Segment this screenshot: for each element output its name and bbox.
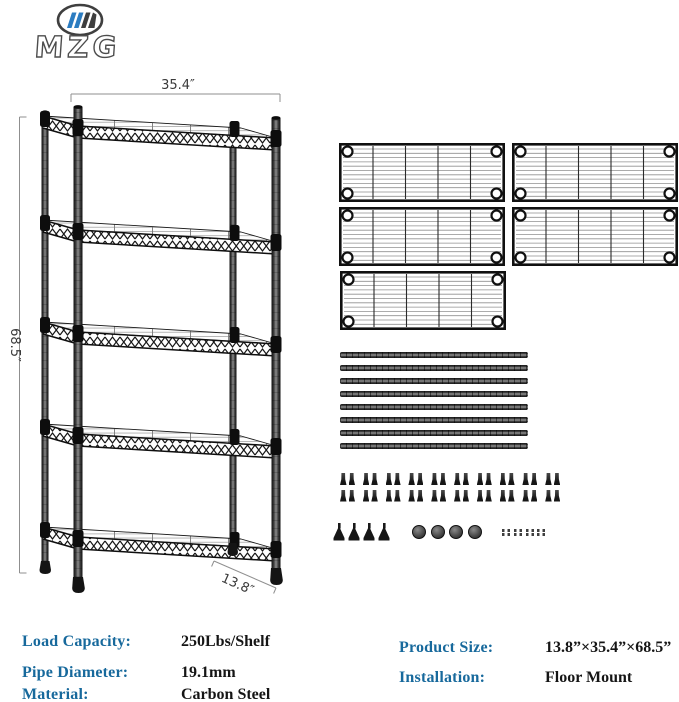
shelf-clip bbox=[431, 473, 438, 485]
spec-label: Pipe Diameter: bbox=[22, 664, 129, 681]
clip-pair bbox=[454, 490, 469, 502]
shelf-clip bbox=[531, 490, 538, 502]
shelf-clip bbox=[545, 490, 552, 502]
width-dimension-label: 35.4″ bbox=[161, 78, 195, 93]
clip-pair bbox=[500, 473, 515, 485]
pole-part bbox=[340, 404, 528, 410]
shelf-clip bbox=[371, 473, 378, 485]
pole-part bbox=[340, 365, 528, 371]
clip-pair bbox=[477, 490, 492, 502]
shelf-clip bbox=[554, 473, 561, 485]
spec-label: Installation: bbox=[399, 669, 486, 686]
wire-shelf-part bbox=[512, 207, 678, 266]
shelf-clip bbox=[386, 473, 393, 485]
spec-row-material bbox=[22, 685, 270, 702]
shelf-clip bbox=[440, 490, 447, 502]
clip-pair bbox=[340, 473, 355, 485]
spec-label: Product Size: bbox=[399, 639, 494, 656]
shelf-clip bbox=[454, 490, 461, 502]
wire-shelf-part bbox=[512, 143, 678, 202]
clip-pair bbox=[545, 473, 560, 485]
shelf-clip bbox=[508, 490, 515, 502]
shelf-clip bbox=[522, 473, 529, 485]
depth-dimension-label: 13.8″ bbox=[218, 571, 256, 599]
shelf-clip bbox=[554, 490, 561, 502]
shelf-clip bbox=[440, 473, 447, 485]
brand-wordmark: MZG bbox=[33, 30, 122, 64]
clip-pair bbox=[431, 473, 446, 485]
shelf-clip bbox=[545, 473, 552, 485]
shelf-clip bbox=[531, 473, 538, 485]
clip-pair bbox=[363, 490, 378, 502]
leveling-foot-part bbox=[348, 523, 360, 541]
brand-logo bbox=[10, 0, 130, 64]
shelf-clip bbox=[363, 473, 370, 485]
shelf-clip bbox=[522, 490, 529, 502]
shelf-clip bbox=[485, 490, 492, 502]
spec-row-installation bbox=[399, 668, 632, 687]
spec-value: Carbon Steel bbox=[181, 686, 271, 702]
shelf-clip bbox=[463, 473, 470, 485]
clip-pair bbox=[431, 490, 446, 502]
shelf-clip bbox=[340, 473, 347, 485]
pole-part bbox=[340, 417, 528, 423]
spec-value: 250Lbs/Shelf bbox=[181, 633, 270, 650]
height-dimension-label: 68.5″ bbox=[7, 328, 22, 362]
foot-cap-part bbox=[468, 525, 482, 539]
shelf-clip bbox=[349, 473, 356, 485]
shelf-clip bbox=[349, 490, 356, 502]
wire-shelf-part bbox=[340, 271, 506, 330]
spec-label: Material: bbox=[22, 686, 89, 702]
spacer-part bbox=[526, 529, 534, 536]
spec-row-product-size bbox=[399, 638, 671, 657]
pole-part bbox=[340, 430, 528, 436]
foot-cap-part bbox=[449, 525, 463, 539]
clip-pair bbox=[363, 473, 378, 485]
shelf-clip bbox=[477, 490, 484, 502]
wire-shelf-part bbox=[339, 143, 505, 202]
shelf-clip bbox=[431, 490, 438, 502]
leveling-foot-part bbox=[333, 523, 345, 541]
spacer-part bbox=[514, 529, 522, 536]
shelf-clip bbox=[386, 490, 393, 502]
shelf-clip bbox=[477, 473, 484, 485]
shelving-unit-diagram bbox=[0, 60, 320, 620]
shelf-clip bbox=[394, 473, 401, 485]
spec-value: 19.1mm bbox=[181, 664, 236, 681]
leveling-foot-part bbox=[363, 523, 375, 541]
spec-label: Load Capacity: bbox=[22, 633, 132, 650]
shelf-clip bbox=[371, 490, 378, 502]
clip-pair bbox=[454, 473, 469, 485]
clip-pair bbox=[477, 473, 492, 485]
clip-pair bbox=[386, 490, 401, 502]
shelf-clip bbox=[417, 490, 424, 502]
pole-part bbox=[340, 378, 528, 384]
foot-cap-part bbox=[431, 525, 445, 539]
pole-part bbox=[340, 443, 528, 449]
clip-pair bbox=[408, 473, 423, 485]
pole-part bbox=[340, 352, 528, 358]
spec-row-pipe-diameter bbox=[22, 663, 236, 682]
shelf-clip bbox=[508, 473, 515, 485]
shelf-clip bbox=[454, 473, 461, 485]
shelf-clip bbox=[408, 490, 415, 502]
clip-pair bbox=[340, 490, 355, 502]
clip-pair bbox=[500, 490, 515, 502]
logo-m-icon bbox=[67, 13, 97, 29]
shelf-clip bbox=[340, 490, 347, 502]
leveling-foot-part bbox=[378, 523, 390, 541]
shelf-clip bbox=[363, 490, 370, 502]
shelf-clip bbox=[500, 490, 507, 502]
spec-value: 13.8”×35.4”×68.5” bbox=[545, 639, 672, 656]
shelf-clip bbox=[408, 473, 415, 485]
spec-row-load-capacity bbox=[22, 632, 270, 651]
clip-pair bbox=[522, 490, 537, 502]
clip-pair bbox=[545, 490, 560, 502]
spacer-part bbox=[502, 529, 510, 536]
shelf-clip bbox=[485, 473, 492, 485]
width-dimension-line bbox=[71, 94, 280, 102]
shelf-clip bbox=[463, 490, 470, 502]
spec-value: Floor Mount bbox=[545, 669, 633, 686]
shelf-clip bbox=[417, 473, 424, 485]
wire-shelf-part bbox=[339, 207, 505, 266]
spacer-part bbox=[537, 529, 545, 536]
shelf-clip bbox=[394, 490, 401, 502]
clip-pair bbox=[408, 490, 423, 502]
shelf-clip bbox=[500, 473, 507, 485]
clip-pair bbox=[522, 473, 537, 485]
foot-cap-part bbox=[412, 525, 426, 539]
clip-pair bbox=[386, 473, 401, 485]
pole-part bbox=[340, 391, 528, 397]
